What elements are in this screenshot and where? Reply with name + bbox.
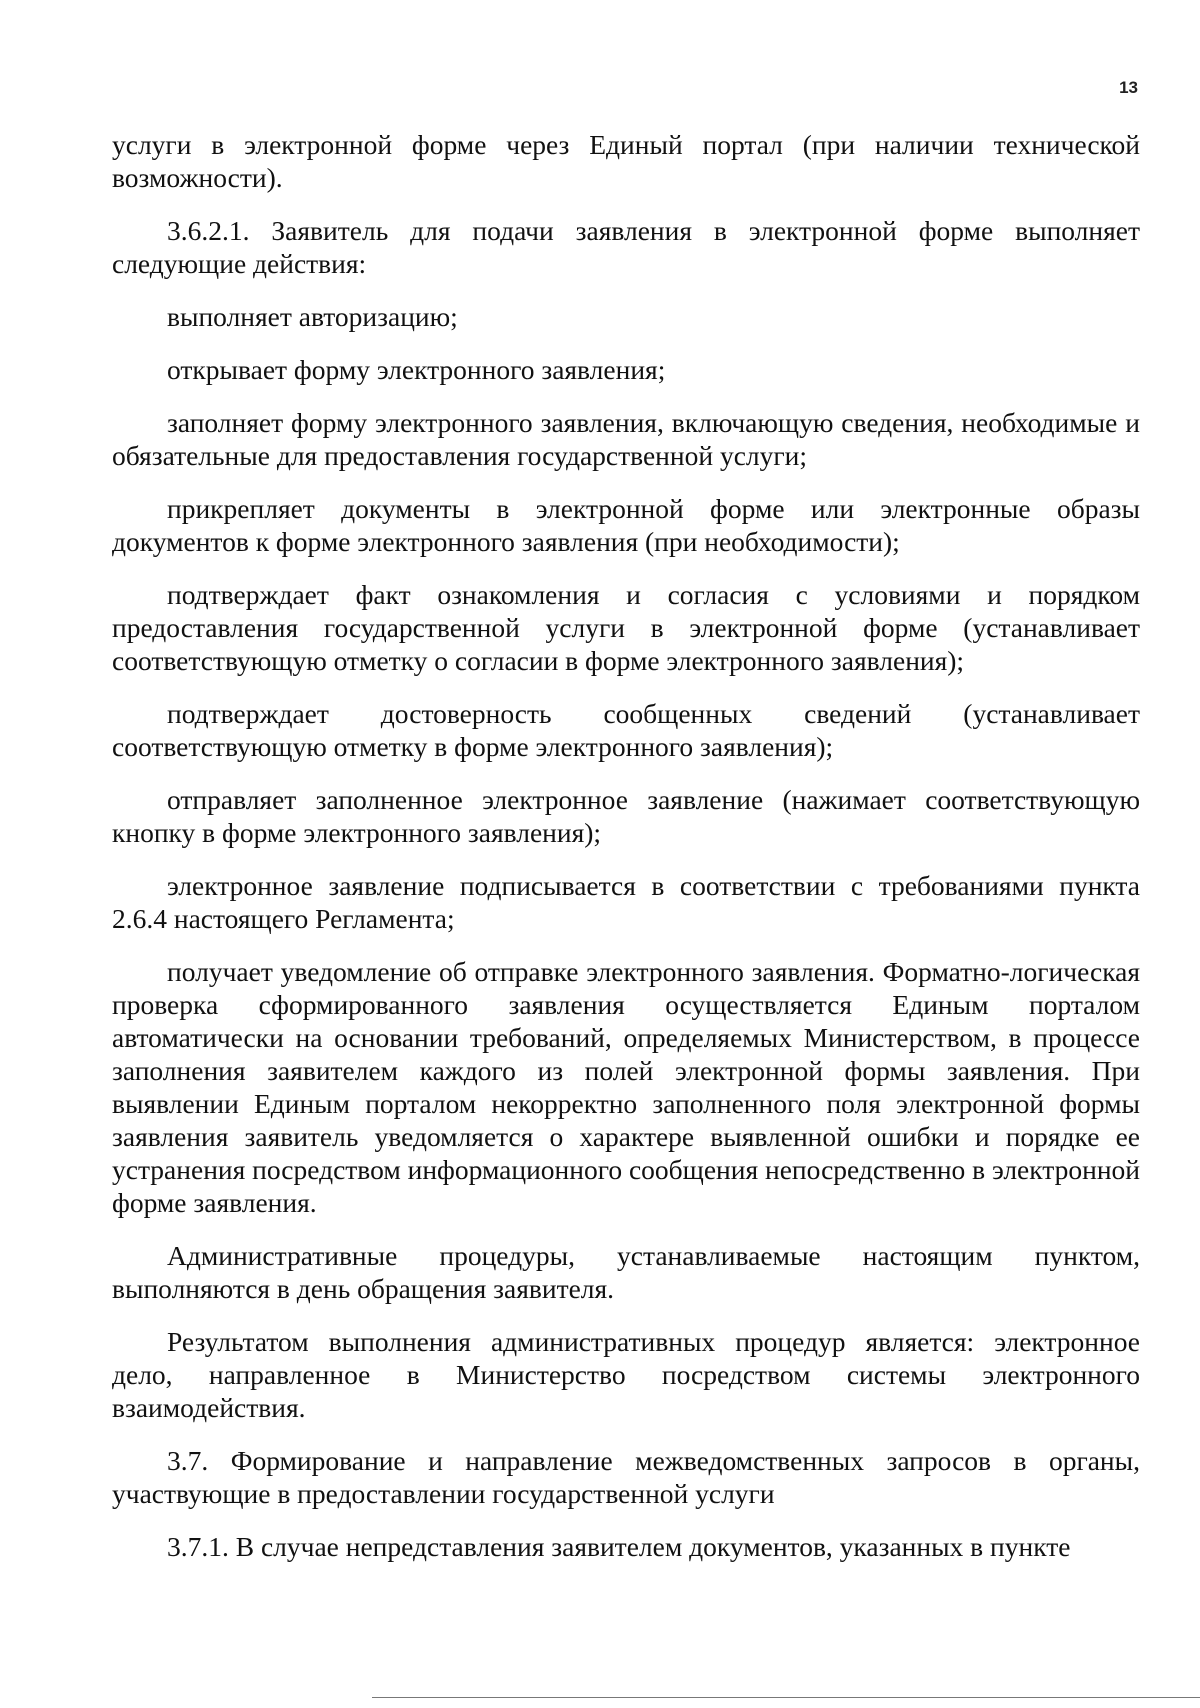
list-item-send-application: отправляет заполненное электронное заявление (нажимает соответствующую кнопку в форме электронного заявления);	[112, 784, 1140, 848]
paragraph-result: Результатом выполнения административных процедур является: электронное дело, направленное в Министерство посредством системы электронного взаимодействия.	[112, 1326, 1140, 1423]
list-item-confirm-accuracy: подтверждает достоверность сообщенных сведений (устанавливает соответствующую отметку в форме электронного заявления);	[112, 698, 1140, 762]
paragraph-3-7-1: 3.7.1. В случае непредставления заявителем документов, указанных в пункте	[167, 1531, 1071, 1562]
list-item-attach-documents: прикрепляет документы в электронной форме или электронные образы документов к форме электронного заявления (при необходимости);	[112, 493, 1140, 557]
paragraph-3-6-2-1: 3.6.2.1. Заявитель для подачи заявления в электронной форме выполняет следующие действия:	[112, 215, 1140, 279]
list-item-fill-form: заполняет форму электронного заявления, включающую сведения, необходимые и обязательные для предоставления государственной услуги;	[112, 407, 1140, 471]
list-item-signature: электронное заявление подписывается в соответствии с требованиями пункта 2.6.4 настоящего Регламента;	[112, 870, 1140, 934]
section-heading-3-7: 3.7. Формирование и направление межведомственных запросов в органы, участвующие в предоставлении государственной услуги	[112, 1445, 1140, 1509]
list-item-authorization: выполняет авторизацию;	[167, 301, 458, 332]
document-body	[112, 128, 1140, 1583]
list-item-notification: получает уведомление об отправке электронного заявления. Форматно-логическая проверка сформированного заявления осуществляется Единым порталом автоматически на основании требований, определяемых Министерством, в процессе заполнения заявителем каждого из полей электронной формы заявления. При выявлении Единым порталом некорректно заполненного поля электронной формы заявления заявитель уведомляется о характере выявленной ошибки и порядке ее устранения посредством информационного сообщения непосредственно в электронной форме заявления.	[112, 956, 1141, 1218]
paragraph-continuation: услуги в электронной форме через Единый портал (при наличии технической возможности).	[112, 129, 1140, 193]
paragraph-procedures-timing: Административные процедуры, устанавливаемые настоящим пунктом, выполняются в день обращения заявителя.	[112, 1240, 1140, 1304]
list-item-open-form: открывает форму электронного заявления;	[167, 354, 666, 385]
scan-bottom-rule	[372, 1697, 1200, 1698]
list-item-confirm-consent: подтверждает факт ознакомления и согласия с условиями и порядком предоставления государственной услуги в электронной форме (устанавливает соответствующую отметку о согласии в форме электронного заявления);	[112, 579, 1140, 676]
page-number: 13	[1119, 78, 1138, 97]
